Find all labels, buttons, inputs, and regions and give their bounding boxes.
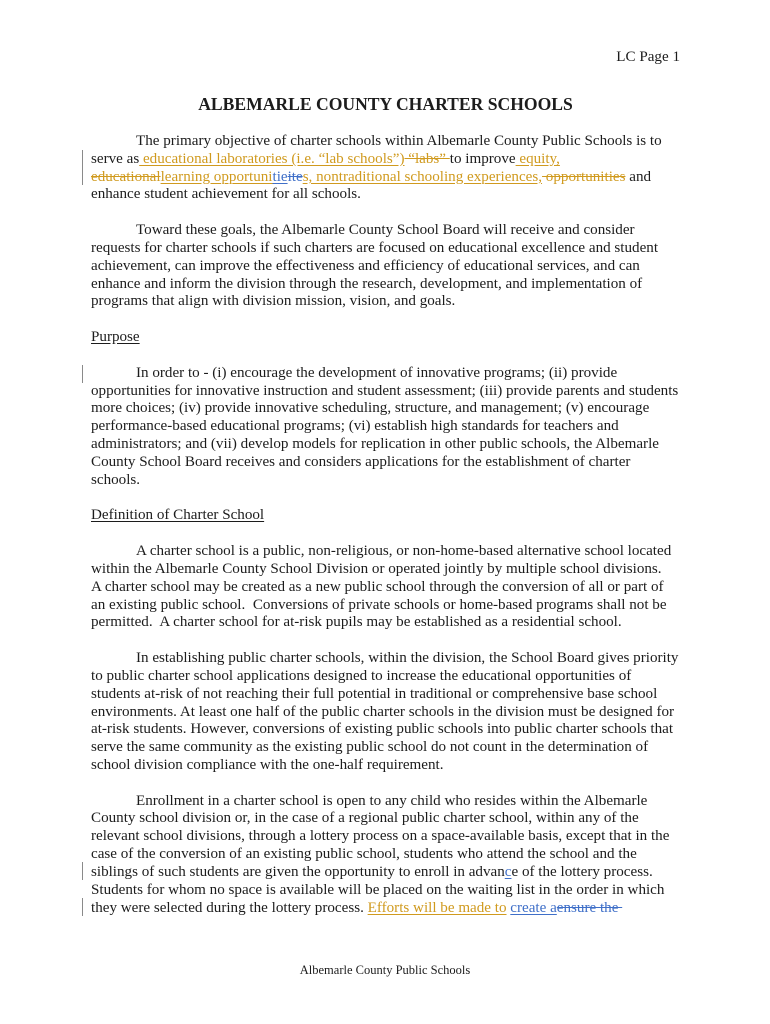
- section-heading-text: Definition of Charter School: [91, 507, 265, 524]
- text-run: serve the same community as the existing public school do not count in the determination of: [91, 739, 649, 756]
- text-line: [91, 828, 680, 846]
- inserted-text-alt: tie: [272, 168, 288, 185]
- paragraph: [91, 222, 680, 311]
- text-line: [91, 597, 680, 615]
- text-run: and: [625, 168, 652, 185]
- text-run: more choices; (iv) provide innovative scheduling, structure, and management; (v) encourage: [91, 400, 650, 417]
- text-run: to public charter school applications designed to increase the educational opportunities of: [91, 667, 632, 684]
- text-run: enhance student achievement for all schools.: [91, 186, 361, 203]
- text-run: achievement, can improve the effectiveness and efficiency of educational services, and can: [91, 257, 640, 274]
- text-line: [91, 258, 680, 276]
- deleted-text: opportunities: [542, 168, 626, 185]
- text-run: requests for charter schools if such charters are focused on educational excellence and student: [91, 239, 659, 256]
- inserted-text: educational laboratories (i.e. “lab schools”): [139, 150, 405, 167]
- inserted-text-alt: create a: [510, 899, 557, 916]
- text-run: In order to - (i) encourage the development of innovative programs; (ii) provide: [136, 364, 618, 381]
- page-footer: Albemarle County Public Schools: [299, 963, 471, 977]
- text-run: students at-risk of not reaching their full potential in traditional or comprehensive base school: [91, 685, 658, 702]
- change-bar: [82, 150, 83, 185]
- text-line: [91, 793, 680, 811]
- paragraph: [91, 793, 680, 918]
- text-line: [91, 668, 680, 686]
- text-line: [91, 543, 680, 561]
- text-line: [91, 882, 680, 900]
- deleted-text: educational: [91, 168, 161, 185]
- section-heading-text: Purpose: [91, 329, 140, 346]
- paragraph: [91, 365, 680, 490]
- text-line: [91, 614, 680, 632]
- text-line: [91, 900, 680, 918]
- text-line: [91, 650, 680, 668]
- page-number-label: LC Page 1: [616, 49, 680, 65]
- inserted-text: Efforts will be made to: [367, 899, 507, 916]
- text-line: [91, 151, 680, 169]
- text-run: programs that align with division mission, vision, and goals.: [91, 293, 456, 310]
- text-run: The primary objective of charter schools within Albemarle County Public Schools is to: [136, 133, 662, 149]
- text-run: Students for whom no space is available will be placed on the waiting list in the order in which: [91, 881, 665, 898]
- text-run: schools.: [91, 471, 141, 488]
- text-run: A charter school may be created as a new public school through the conversion of all or part of: [91, 578, 664, 595]
- text-line: [91, 293, 680, 311]
- text-run: environments. At least one half of the public charter schools in the division must be designed for: [91, 703, 675, 720]
- text-line: [91, 436, 680, 454]
- text-run: performance-based educational programs; (vi) establish high standards for teachers and: [91, 418, 619, 435]
- section-heading: [91, 507, 680, 525]
- text-run: Enrollment in a charter school is open to any child who resides within the Albemarle: [136, 792, 648, 809]
- text-run: A charter school is a public, non-religious, or non-home-based alternative school located: [136, 543, 672, 560]
- text-line: [91, 222, 680, 240]
- text-line: [91, 579, 680, 597]
- text-line: [91, 810, 680, 828]
- paragraph: [91, 650, 680, 775]
- inserted-text: s, nontraditional schooling experiences,: [302, 168, 543, 185]
- text-run: opportunities for innovative instruction and student assessment; (iii) provide parents and students: [91, 382, 679, 399]
- text-run: siblings of such students are given the opportunity to enroll in advan: [91, 863, 505, 880]
- text-line: [91, 686, 680, 704]
- text-run: administrators; and (vii) develop models for replication in other public schools, the Albemarle: [91, 436, 659, 453]
- text-run: serve as: [91, 150, 140, 167]
- text-run: to improve: [449, 150, 516, 167]
- text-run: case of the conversion of an existing public school, students who attend the school and the: [91, 846, 637, 863]
- deleted-text: “labs”: [404, 150, 450, 167]
- text-line: [91, 240, 680, 258]
- text-line: [91, 472, 680, 490]
- text-line: [91, 846, 680, 864]
- change-bar: [82, 862, 83, 880]
- text-run: Toward these goals, the Albemarle County School Board will receive and consider: [136, 222, 635, 239]
- paragraph: [91, 543, 680, 632]
- document-body: [91, 133, 680, 935]
- text-line: [91, 169, 680, 187]
- text-line: [91, 561, 680, 579]
- text-run: within the Albemarle County School Division or operated jointly by multiple school divisions.: [91, 560, 662, 577]
- text-line: [91, 365, 680, 383]
- text-line: [91, 757, 680, 775]
- deleted-text-alt: ensure the: [556, 899, 623, 916]
- text-line: [91, 864, 680, 882]
- inserted-text: equity,: [515, 150, 560, 167]
- text-run: e of the lottery process.: [511, 863, 653, 880]
- text-line: [91, 186, 680, 204]
- section-heading: [91, 329, 680, 347]
- text-line: [91, 276, 680, 294]
- text-run: school division compliance with the one-half requirement.: [91, 756, 444, 773]
- inserted-text: learning opportuni: [160, 168, 273, 185]
- text-run: enhance and inform the division through the research, development, and implementation of: [91, 275, 643, 292]
- text-run: they were selected during the lottery process.: [91, 899, 368, 916]
- text-line: [91, 721, 680, 739]
- text-line: [91, 133, 680, 151]
- change-bar: [82, 365, 83, 383]
- text-line: [91, 454, 680, 472]
- text-line: [91, 400, 680, 418]
- text-line: [91, 383, 680, 401]
- deleted-text-alt: ite: [287, 168, 303, 185]
- change-bar: [82, 898, 83, 916]
- text-line: [91, 418, 680, 436]
- text-run: County School Board receives and considers applications for the establishment of charter: [91, 453, 631, 470]
- text-run: County school division or, in the case of a regional public charter school, within any of the: [91, 810, 639, 827]
- document-title: ALBEMARLE COUNTY CHARTER SCHOOLS: [198, 94, 573, 114]
- text-run: relevant school divisions, through a lottery process on a space-available basis, except that in the: [91, 828, 670, 845]
- text-run: an existing public school. Conversions of private schools or home-based programs shall not be: [91, 596, 667, 613]
- paragraph: [91, 133, 680, 204]
- text-run: at-risk students. However, conversions of existing public schools into public charter schools that: [91, 721, 674, 738]
- inserted-text-alt: c: [504, 863, 512, 880]
- text-run: permitted. A charter school for at-risk pupils may be established as a residential school.: [91, 614, 622, 631]
- text-line: [91, 704, 680, 722]
- text-line: [91, 739, 680, 757]
- text-run: In establishing public charter schools, within the division, the School Board gives priority: [136, 650, 679, 667]
